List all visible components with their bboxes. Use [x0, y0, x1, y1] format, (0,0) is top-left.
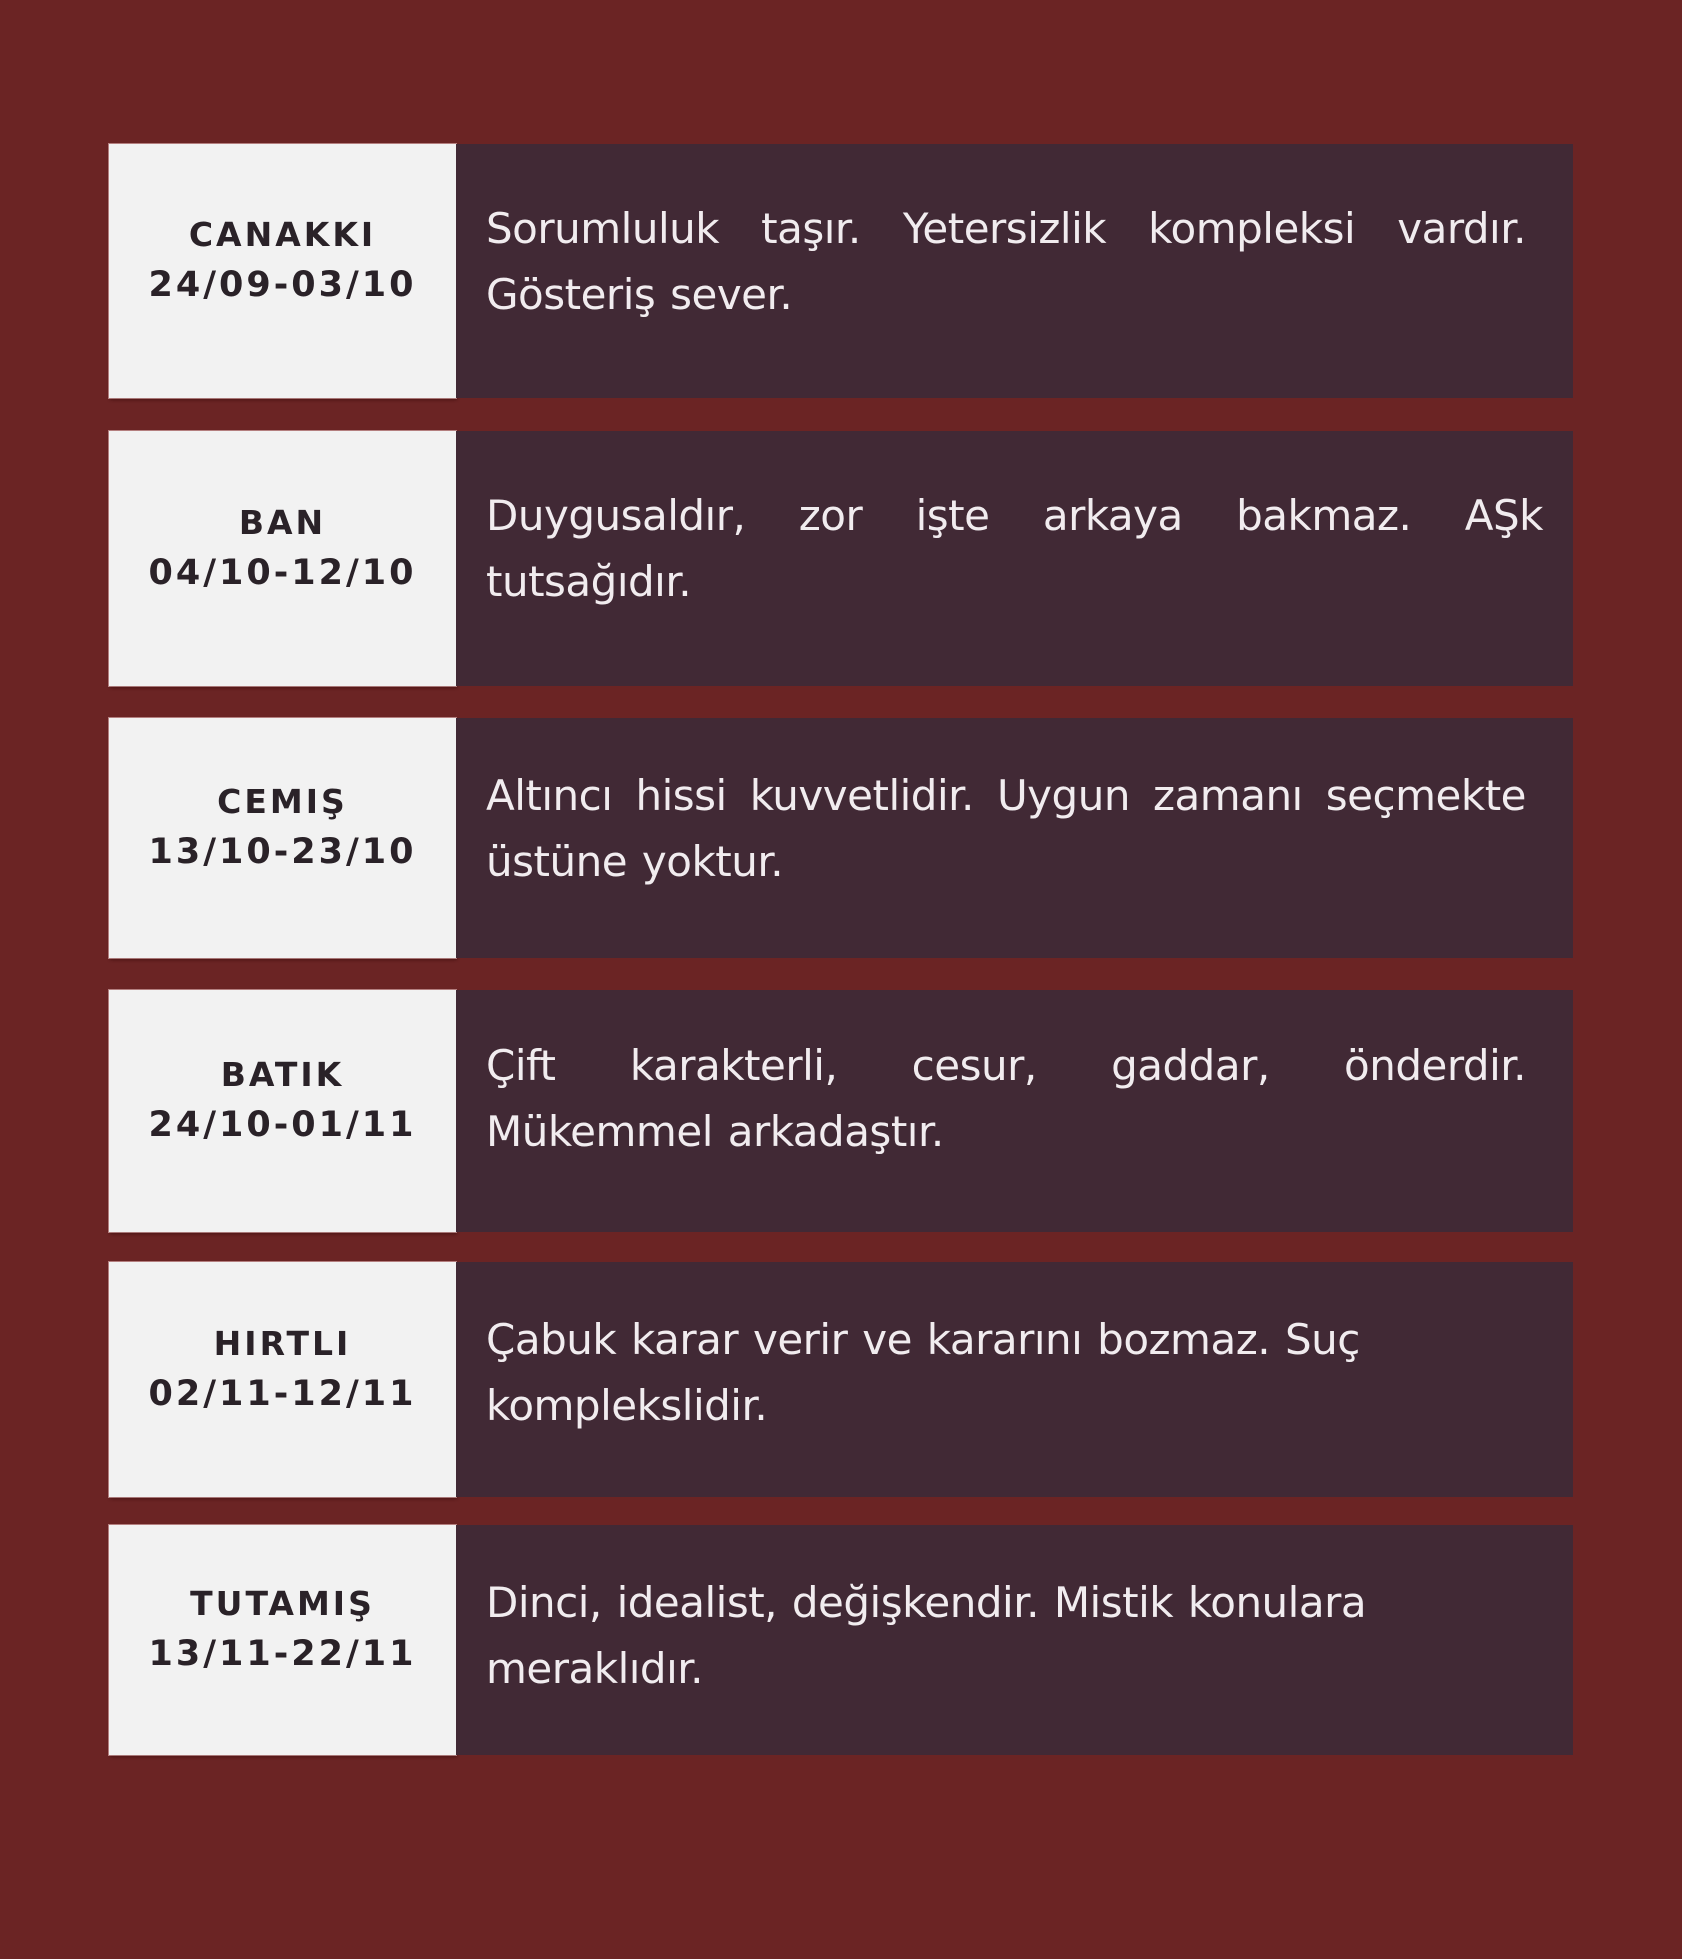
- sign-date-range: 04/10-12/10: [148, 552, 417, 593]
- sign-description: Dinci, idealist, değişkendir. Mistik konulara meraklıdır.: [486, 1578, 1367, 1693]
- sign-name: BATIK: [220, 1055, 345, 1094]
- sign-label-box: [109, 1262, 456, 1497]
- sign-date-range: 24/10-01/11: [148, 1105, 417, 1145]
- sign-name: TUTAMIŞ: [190, 1584, 375, 1623]
- sign-description-box: [456, 144, 1573, 398]
- sign-date-range: 13/10-23/10: [148, 832, 417, 872]
- sign-name: BAN: [238, 502, 327, 542]
- sign-description-box: [456, 990, 1573, 1232]
- sign-description: Duygusaldır, zor işte arkaya bakmaz. AŞk tutsağıdır.: [486, 491, 1543, 606]
- sign-description-box: [456, 1525, 1573, 1755]
- sign-description: Çabuk karar verir ve kararını bozmaz. Suç komplekslidir.: [486, 1315, 1360, 1430]
- sign-name: CEMIŞ: [217, 782, 348, 821]
- sign-label-box: [109, 718, 456, 958]
- sign-row-canakki: [109, 144, 1573, 398]
- sign-label-box: [109, 990, 456, 1232]
- sign-label-box: [109, 431, 456, 686]
- sign-label-box: [109, 1525, 456, 1755]
- sign-description: Altıncı hissi kuvvetlidir. Uygun zamanı seçmekte üstüne yoktur.: [486, 771, 1526, 886]
- sign-date-range: 24/09-03/10: [148, 265, 417, 305]
- sign-description: Sorumluluk taşır. Yetersizlik kompleksi vardır. Gösteriş sever.: [486, 204, 1526, 319]
- sign-row-cemis: [109, 718, 1573, 958]
- sign-name: CANAKKI: [188, 215, 377, 254]
- sign-description-box: [456, 431, 1573, 686]
- sign-description: Çift karakterli, cesur, gaddar, önderdir. Mükemmel arkadaştır.: [486, 1041, 1526, 1156]
- sign-description-box: [456, 718, 1573, 958]
- sign-row-ban: [109, 431, 1573, 686]
- sign-date-range: 02/11-12/11: [148, 1373, 417, 1414]
- sign-row-batik: [109, 990, 1573, 1232]
- sign-row-tutamis: [109, 1525, 1573, 1755]
- sign-description-box: [456, 1262, 1573, 1497]
- sign-name: HIRTLI: [213, 1323, 352, 1363]
- sign-label-box: [109, 144, 456, 398]
- sign-row-hirtli: [109, 1262, 1573, 1497]
- sign-date-range: 13/11-22/11: [148, 1634, 417, 1674]
